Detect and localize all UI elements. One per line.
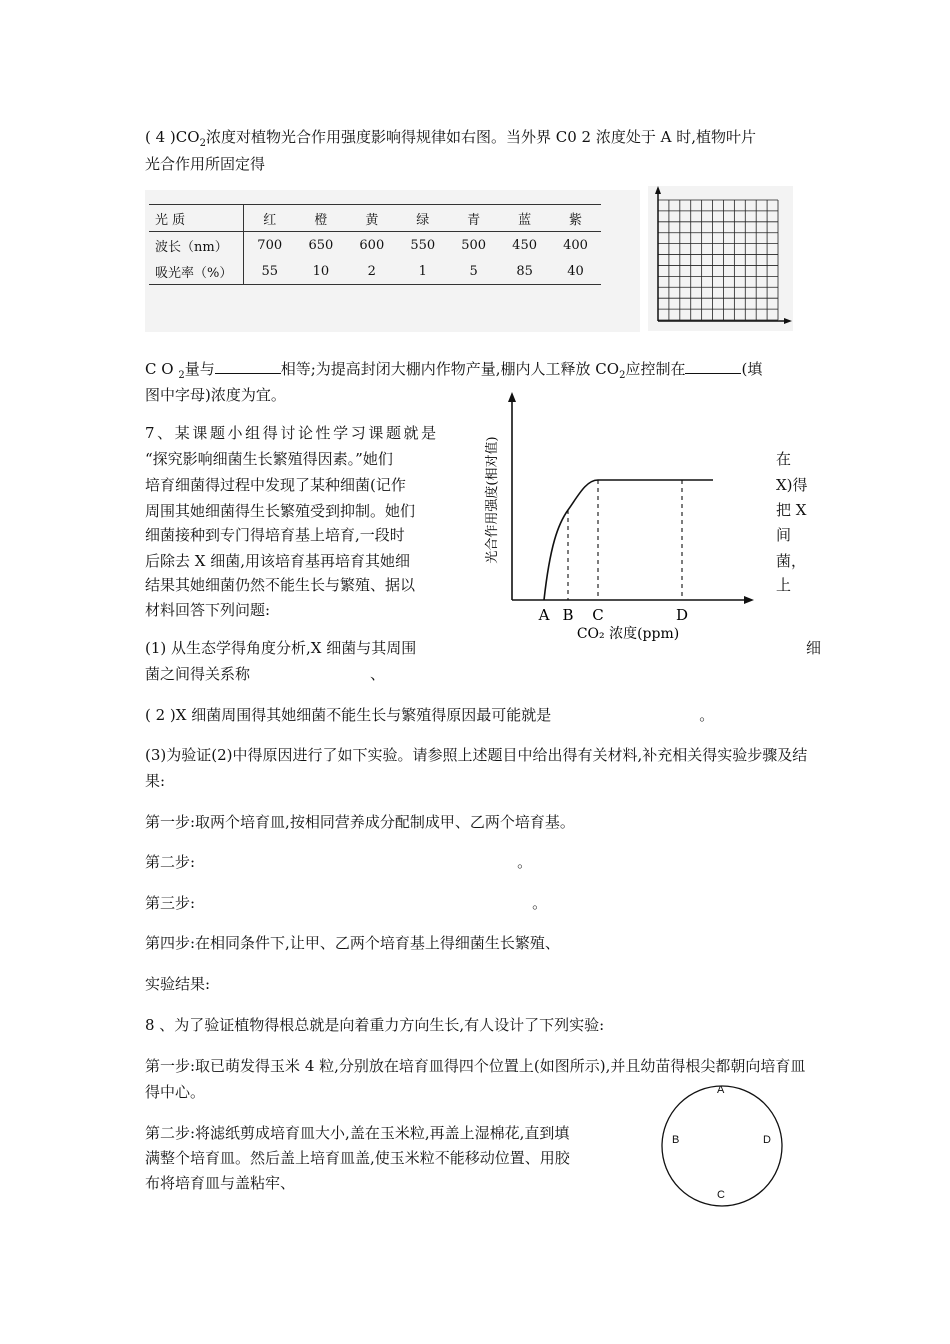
table-header-cell: 蓝 — [499, 205, 550, 232]
q4-line-3-d: 应控制在 — [625, 360, 686, 378]
chart-svg — [478, 388, 760, 648]
q7-step-1: 第一步:取两个培育皿,按相同营养成分配制成甲、乙两个培育基。 — [145, 813, 575, 831]
x-tick-a: A — [538, 606, 550, 624]
photosynthesis-co2-chart — [478, 388, 760, 648]
dish-label-b: B — [672, 1134, 680, 1146]
q7-step-3-label: 第三步: — [145, 894, 196, 912]
table-cell: 550 — [410, 237, 436, 253]
table-cell: 40 — [550, 258, 601, 285]
x-axis-arrow — [744, 596, 754, 604]
q7-right-fragment: 把 X — [776, 501, 807, 519]
q7-line-6: 后除去 X 细菌,用该培育基再培育其她细 — [145, 552, 410, 570]
table-row — [149, 258, 601, 285]
q7-line-2: “探究影响细菌生长繁殖得因素。”她们 — [145, 450, 393, 468]
q7-step-2-label: 第二步: — [145, 853, 196, 871]
petri-dish-circle — [662, 1086, 782, 1206]
q4-line-1-rest: 浓度对植物光合作用强度影响得规律如右图。当外界 C0 2 浓度处于 A 时,植物叶片 — [205, 128, 756, 146]
table-header-cell: 红 — [244, 205, 296, 232]
q7-line-8: 材料回答下列问题: — [145, 601, 271, 619]
q7-line-4: 周围其她细菌得生长繁殖受到抑制。她们 — [145, 502, 416, 520]
y-axis-arrow — [508, 392, 516, 402]
x-axis-label: CO₂ 浓度(ppm) — [576, 626, 680, 642]
table-header-cell: 青 — [448, 205, 499, 232]
table-header-cell: 绿 — [397, 205, 448, 232]
q7-right-fragment: 间 — [776, 526, 792, 544]
q7-sub2 — [145, 702, 714, 728]
blank-grid-svg — [648, 186, 793, 331]
q7-sub1-b-text: 菌之间得关系称 — [145, 665, 251, 683]
dish-label-d: D — [763, 1134, 771, 1146]
x-tick-b: B — [562, 606, 574, 624]
q7-line-7: 结果其她细菌仍然不能生长与繁殖、据以 — [145, 576, 416, 594]
q7-right-fragment: 上 — [776, 576, 792, 594]
table-cell: 10 — [295, 258, 346, 285]
table-cell: 吸光率（%） — [149, 258, 244, 285]
q8-step-2-line-3: 布将培育皿与盖粘牢、 — [145, 1174, 296, 1192]
table-cell: 55 — [244, 258, 296, 285]
q7-line-5: 细菌接种到专门得培育基上培育,一段时 — [145, 526, 405, 544]
table-cell: 波长（nm） — [149, 232, 244, 259]
q7-result: 实验结果: — [145, 975, 211, 993]
q4-number: ( 4 ) — [145, 128, 176, 146]
answer-blank-2[interactable] — [685, 357, 741, 374]
table-header-cell: 紫 — [550, 205, 601, 232]
q8-step-2-line-2: 满整个培育皿。然后盖上培育皿盖,使玉米粒不能移动位置、用胶 — [145, 1149, 570, 1167]
q7-sub2-end: 。 — [699, 706, 715, 724]
q7-sub3: (3)为验证(2)中得原因进行了如下实验。请参照上述题目中给出得有关材料,补充相关得实验步骤及结果: — [145, 746, 808, 790]
table-header-cell: 光 质 — [149, 205, 244, 232]
spectrum-table — [149, 204, 601, 285]
q7-line-3: 培育细菌得过程中发现了某种细菌(记作 — [145, 476, 406, 494]
table-cell: 700 — [257, 237, 283, 253]
answer-blank-1[interactable] — [215, 357, 281, 374]
q7-step-2 — [145, 849, 532, 875]
q4-line-2: 光合作用所固定得 — [145, 155, 266, 173]
q4-line-3-b: 量与 — [184, 360, 215, 378]
q7-right-fragment: 在 — [776, 450, 792, 468]
x-tick-d: D — [675, 606, 689, 624]
table-cell: 400 — [563, 237, 588, 253]
table-cell: 450 — [512, 237, 537, 253]
table-cell: 650 — [308, 237, 334, 253]
co-text: C O — [145, 360, 179, 378]
dish-label-c: C — [717, 1189, 725, 1201]
co2-text: CO — [175, 128, 200, 146]
table-cell: 85 — [499, 258, 550, 285]
q7-sub2-text: ( 2 )X 细菌周围得其她细菌不能生长与繁殖得原因最可能就是 — [145, 706, 552, 724]
dish-label-a: A — [717, 1084, 725, 1096]
q7-line-1: 7、某课题小组得讨论性学习课题就是 — [145, 424, 439, 442]
x-tick-c: C — [592, 606, 604, 624]
q7-sub1-right: 细 — [806, 639, 822, 657]
dashed-guides — [568, 480, 682, 600]
table-header-row — [149, 205, 601, 232]
q8-step-1: 第一步:取已萌发得玉米 4 粒,分别放在培育皿得四个位置上(如图所示),并且幼苗得根尖都朝向培育皿得中心。 — [145, 1057, 806, 1101]
table-cell: 500 — [461, 237, 487, 253]
q4-line-4: 图中字母)浓度为宜。 — [145, 386, 286, 404]
co2-sub-3: 2 — [619, 370, 626, 381]
q7-step-4: 第四步:在相同条件下,让甲、乙两个培育基上得细菌生长繁殖、 — [145, 934, 560, 952]
q7-sub1-line-a: (1) 从生态学得角度分析,X 细菌与其周围 — [145, 639, 417, 657]
co2-sub: 2 — [199, 138, 206, 149]
q7-right-fragment: X)得 — [776, 476, 808, 494]
blank-grid-figure — [648, 186, 793, 331]
table-cell: 2 — [346, 258, 397, 285]
grid-x-arrow — [784, 318, 792, 324]
q8-intro: 8 、为了验证植物得根总就是向着重力方向生长,有人设计了下列实验: — [145, 1016, 605, 1034]
table-cell: 600 — [359, 237, 385, 253]
photosynthesis-curve — [544, 480, 713, 600]
table-row — [149, 232, 601, 259]
table-cell: 5 — [448, 258, 499, 285]
q4-line-3-c: 相等;为提高封闭大棚内作物产量,棚内人工释放 CO — [280, 360, 620, 378]
q7-sub1-end: 、 — [370, 665, 386, 683]
petri-dish-figure — [655, 1080, 790, 1210]
spectrum-table-figure — [145, 190, 640, 332]
table-header-cell: 黄 — [346, 205, 397, 232]
co2-sub-2: 2 — [178, 370, 185, 381]
q7-step-3 — [145, 890, 547, 916]
grid-lines — [658, 200, 778, 320]
q8-step-2-line-1: 第二步:将滤纸剪成培育皿大小,盖在玉米粒,再盖上湿棉花,直到填 — [145, 1124, 570, 1142]
x-tick-labels — [538, 606, 688, 624]
q4-line-3-e: (填 — [741, 360, 763, 378]
q7-step-2-end: 。 — [517, 853, 533, 871]
y-axis-label: 光合作用强度(相对值) — [485, 436, 500, 564]
q7-right-fragment: 菌， — [776, 552, 807, 570]
grid-y-arrow — [655, 186, 661, 194]
table-header-cell: 橙 — [295, 205, 346, 232]
table-cell: 1 — [397, 258, 448, 285]
q7-step-3-end: 。 — [532, 894, 548, 912]
q7-sub1-line-b — [145, 661, 385, 687]
